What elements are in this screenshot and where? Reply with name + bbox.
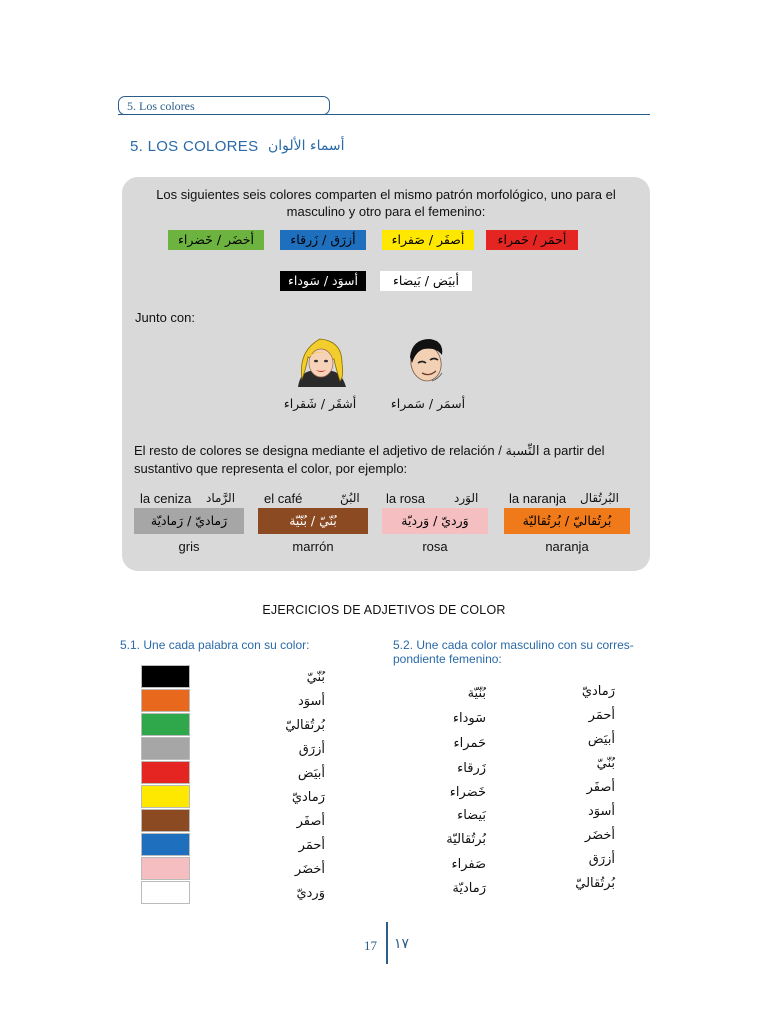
ex2-masculine: بُرتُقاليّ xyxy=(575,876,615,891)
blonde-caption: أشقَر / شَقراء xyxy=(283,396,357,411)
ex1-swatch xyxy=(141,833,190,856)
ex1-word: بُنّيّ xyxy=(306,670,325,685)
noun-ar-cafe: البُنّ xyxy=(340,491,360,505)
page-title-arabic: أسماء الألوان xyxy=(268,138,345,154)
page-number-arabic: ١٧ xyxy=(394,936,410,952)
ex1-swatch xyxy=(141,665,190,688)
ex1-word: رَماديّ xyxy=(291,790,325,805)
ex1-swatch xyxy=(141,881,190,904)
ex1-word: أسوَد xyxy=(297,694,325,709)
ex2-feminine: صَفراء xyxy=(451,857,486,872)
swatch-rosa: وَرديّ / وَرديّة xyxy=(382,508,488,534)
ex1-word: أخضَر xyxy=(294,862,325,877)
ex2-feminine: بَيضاء xyxy=(457,808,486,823)
ex1-swatch xyxy=(141,689,190,712)
page-number-latin: 17 xyxy=(364,938,377,953)
section-tab: 5. Los colores xyxy=(118,96,330,115)
ex1-swatch xyxy=(141,857,190,880)
ex2-feminine: بُنّيّة xyxy=(467,686,486,701)
name-rosa: rosa xyxy=(422,539,448,554)
ex2-masculine: أبيَض xyxy=(587,732,615,747)
chip-blue: أزرَق / زَرقاء xyxy=(280,230,366,250)
junto-label: Junto con: xyxy=(135,310,195,325)
ex1-swatch xyxy=(141,785,190,808)
ex2-feminine: سَوداء xyxy=(452,711,486,726)
ex2-masculine: أسوَد xyxy=(587,804,615,819)
ex2-masculine: بُنّيّ xyxy=(596,756,615,771)
exercise-2-label: 5.2. Une cada color masculino con su corres- pondiente femenino: xyxy=(393,638,634,666)
ex1-swatch xyxy=(141,761,190,784)
chip-yellow: أصفَر / صَفراء xyxy=(382,230,474,250)
chip-red: أحمَر / حَمراء xyxy=(486,230,578,250)
exercise-1-label: 5.1. Une cada palabra con su color: xyxy=(120,638,310,652)
ex2-masculine: أصفَر xyxy=(586,780,615,795)
noun-ar-naranja: البُرتُقال xyxy=(580,491,620,505)
ex1-word: أبيَض xyxy=(297,766,325,781)
swatch-naranja: بُرتُقاليّ / بُرتُقاليّة xyxy=(504,508,630,534)
header-rule xyxy=(118,114,650,115)
ex2-masculine: أزرَق xyxy=(588,852,615,867)
ex1-word: بُرتُقاليّ xyxy=(285,718,325,733)
relational-text: El resto de colores se designa mediante el adjetivo de relación / النِّسبة a partir del sustantivo que representa el color, por ejemplo: xyxy=(134,443,605,476)
ex2-feminine: خَضراء xyxy=(449,785,486,800)
swatch-marron: بُنّيّ / بُنّيّة xyxy=(258,508,368,534)
ex1-word: أصفَر xyxy=(296,814,325,829)
ex2-feminine: حَمراء xyxy=(453,736,486,751)
name-marron: marrón xyxy=(292,539,334,554)
ex2-masculine: أخضَر xyxy=(584,828,615,843)
ex1-swatch xyxy=(141,809,190,832)
dark-caption: أسمَر / سَمراء xyxy=(390,396,466,411)
chip-black: أسوَد / سَوداء xyxy=(280,271,366,291)
ex1-word: وَرديّ xyxy=(296,886,325,901)
chip-green: أخضَر / خَضراء xyxy=(168,230,264,250)
ex2-feminine: بُرتُقاليّة xyxy=(446,832,486,847)
noun-es-naranja: la naranja xyxy=(509,491,567,506)
page-title: 5. LOS COLORES xyxy=(130,138,259,155)
name-naranja: naranja xyxy=(545,539,589,554)
ex1-word: أزرَق xyxy=(298,742,325,757)
ex1-word: أحمَر xyxy=(298,838,325,853)
ex1-swatch xyxy=(141,737,190,760)
name-gris: gris xyxy=(178,539,200,554)
chip-white: أبيَض / بَيضاء xyxy=(380,271,472,291)
intro-text: Los siguientes seis colores comparten el mismo patrón morfológico, uno para el masculino y otro para el femenino: xyxy=(156,187,616,219)
noun-es-ceniza: la ceniza xyxy=(140,491,192,506)
swatch-gris: رَماديّ / رَماديّة xyxy=(134,508,244,534)
ex2-masculine: أحمَر xyxy=(588,708,615,723)
noun-es-rosa: la rosa xyxy=(386,491,426,506)
ex2-masculine: رَماديّ xyxy=(581,684,615,699)
blonde-woman-icon xyxy=(290,333,352,389)
dark-haired-man-icon xyxy=(402,335,452,387)
noun-ar-rosa: الوَرد xyxy=(454,491,479,505)
noun-es-cafe: el café xyxy=(264,491,303,506)
ex2-feminine: زَرقاء xyxy=(457,761,486,776)
ex2-feminine: رَماديّة xyxy=(452,881,486,896)
page-number-divider xyxy=(386,922,388,964)
ex1-swatch xyxy=(141,713,190,736)
exercises-title: EJERCICIOS DE ADJETIVOS DE COLOR xyxy=(262,603,506,617)
noun-ar-ceniza: الرَّماد xyxy=(206,491,236,505)
